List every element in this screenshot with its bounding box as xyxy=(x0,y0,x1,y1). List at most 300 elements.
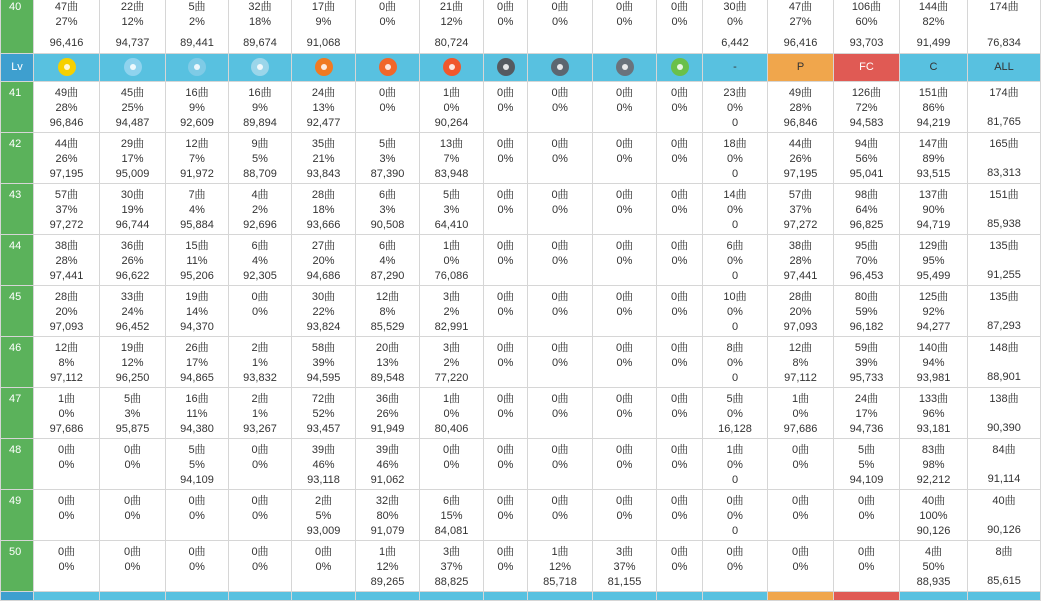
song-count: 0曲 xyxy=(496,546,515,558)
stat-cell xyxy=(703,82,768,133)
percentage: 0% xyxy=(671,459,688,471)
stat-cell xyxy=(100,184,166,235)
song-count: 28曲 xyxy=(788,291,813,303)
table-row xyxy=(1,286,1041,337)
song-count: 0曲 xyxy=(551,342,569,354)
stat-cell xyxy=(657,235,703,286)
average-score: 90,508 xyxy=(370,219,405,231)
stat-cell xyxy=(356,133,420,184)
stat-cell xyxy=(100,337,166,388)
table-row xyxy=(1,490,1041,541)
percentage: 0% xyxy=(671,153,688,165)
triangle-light-blue-icon xyxy=(251,58,269,76)
stat-cell xyxy=(356,337,420,388)
song-count: 0曲 xyxy=(314,546,333,558)
percentage: 0% xyxy=(671,561,688,573)
song-count: 0曲 xyxy=(251,495,269,507)
song-count: 12曲 xyxy=(375,291,400,303)
percentage: 46% xyxy=(312,459,335,471)
song-count: 29曲 xyxy=(120,138,145,150)
average-score: 91,114 xyxy=(987,473,1021,485)
average-score: 81,155 xyxy=(607,576,642,588)
percentage: 22% xyxy=(312,306,335,318)
stat-cell xyxy=(593,82,657,133)
average-score: 97,112 xyxy=(784,372,817,384)
stat-cell xyxy=(593,490,657,541)
percentage: 28% xyxy=(789,255,812,267)
average-score: 96,846 xyxy=(783,117,818,129)
percentage: 0% xyxy=(443,102,460,114)
percentage: 5% xyxy=(858,459,875,471)
average-score: 95,009 xyxy=(115,168,150,180)
percentage: 0% xyxy=(792,561,809,573)
level-label: 50 xyxy=(9,546,22,558)
song-count: 135曲 xyxy=(989,291,1019,303)
average-score: 80,724 xyxy=(434,37,469,49)
percentage: 0% xyxy=(252,561,268,573)
song-count: 0曲 xyxy=(378,1,397,13)
stat-cell xyxy=(703,337,768,388)
header-icon-cell xyxy=(657,54,703,82)
stat-cell xyxy=(356,235,420,286)
header-fc xyxy=(834,54,900,82)
average-score: 94,109 xyxy=(180,474,214,486)
song-count: 0曲 xyxy=(615,87,634,99)
header-icon-cell xyxy=(100,592,166,601)
level-label: 43 xyxy=(9,189,22,201)
song-count: 18曲 xyxy=(723,138,747,150)
stat-cell xyxy=(292,286,356,337)
song-count: 129曲 xyxy=(918,240,949,252)
song-count: 1曲 xyxy=(378,546,397,558)
percentage: 0% xyxy=(315,561,332,573)
song-count: 0曲 xyxy=(857,495,876,507)
stat-cell xyxy=(528,490,593,541)
average-score: 94,865 xyxy=(180,372,214,384)
average-score: 88,709 xyxy=(243,168,277,180)
percentage: 0% xyxy=(671,408,688,420)
percentage: 0% xyxy=(189,510,205,522)
average-score: 91,972 xyxy=(180,168,214,180)
percentage: 0% xyxy=(616,102,633,114)
table-row xyxy=(1,337,1041,388)
song-count: 0曲 xyxy=(551,1,569,13)
average-score: 88,901 xyxy=(987,371,1021,383)
triangle-orange-icon xyxy=(443,58,461,76)
song-count: 137曲 xyxy=(918,189,949,201)
stat-cell xyxy=(834,490,900,541)
percentage: 0% xyxy=(727,408,743,420)
stat-cell xyxy=(166,235,229,286)
average-score: 76,834 xyxy=(987,37,1021,49)
song-count: 0曲 xyxy=(791,546,810,558)
stat-cell xyxy=(768,82,834,133)
stat-cell xyxy=(657,439,703,490)
stat-cell xyxy=(968,133,1041,184)
stat-cell xyxy=(100,286,166,337)
percentage: 20% xyxy=(312,255,335,267)
percentage: 0% xyxy=(497,306,514,318)
percentage: 26% xyxy=(789,153,812,165)
percentage: 0% xyxy=(497,204,514,216)
stat-cell xyxy=(356,541,420,592)
song-count: 0曲 xyxy=(615,1,634,13)
percentage: 3% xyxy=(379,153,396,165)
stat-cell xyxy=(593,541,657,592)
stat-cell xyxy=(229,337,292,388)
percentage: 0% xyxy=(727,102,743,114)
stat-cell xyxy=(657,0,703,54)
average-score: 85,938 xyxy=(987,218,1021,230)
percentage: 50% xyxy=(922,561,945,573)
percentage: 0% xyxy=(124,459,141,471)
header-icon-cell xyxy=(420,54,484,82)
stat-cell xyxy=(593,184,657,235)
percentage: 0% xyxy=(616,459,633,471)
stat-cell xyxy=(968,0,1041,54)
percentage: 70% xyxy=(855,255,878,267)
stat-cell xyxy=(528,337,593,388)
average-score: 91,068 xyxy=(306,37,341,49)
song-count: 6曲 xyxy=(726,240,744,252)
song-count: 5曲 xyxy=(442,189,461,201)
header-fc-label: FC xyxy=(859,61,874,73)
percentage: 8% xyxy=(58,357,75,369)
average-score: 92,477 xyxy=(306,117,341,129)
average-score: 94,109 xyxy=(849,474,884,486)
percentage: 92% xyxy=(922,306,945,318)
percentage: 12% xyxy=(376,561,399,573)
stat-cell xyxy=(900,337,968,388)
song-count: 1曲 xyxy=(726,444,744,456)
song-count: 16曲 xyxy=(248,87,272,99)
stat-cell xyxy=(229,82,292,133)
song-count: 147曲 xyxy=(918,138,949,150)
song-count: 72曲 xyxy=(311,393,336,405)
percentage: 4% xyxy=(252,255,268,267)
average-score: 94,487 xyxy=(115,117,150,129)
song-count: 6曲 xyxy=(378,240,397,252)
level-cell xyxy=(1,490,34,541)
song-count: 49曲 xyxy=(54,87,79,99)
average-score: 97,272 xyxy=(783,219,818,231)
percentage: 17% xyxy=(121,153,144,165)
stat-cell xyxy=(292,337,356,388)
level-label: 44 xyxy=(9,240,22,252)
stat-cell xyxy=(834,388,900,439)
level-cell xyxy=(1,235,34,286)
song-count: 94曲 xyxy=(854,138,879,150)
song-count: 0曲 xyxy=(670,87,689,99)
stat-cell xyxy=(34,388,100,439)
percentage: 0% xyxy=(552,408,568,420)
song-count: 0曲 xyxy=(123,546,142,558)
song-count: 4曲 xyxy=(251,189,269,201)
stat-cell xyxy=(356,388,420,439)
header-dash xyxy=(703,592,768,601)
stat-cell xyxy=(834,337,900,388)
header-icon-cell xyxy=(229,54,292,82)
song-count: 0曲 xyxy=(551,138,569,150)
stat-cell xyxy=(768,439,834,490)
average-score: 92,212 xyxy=(916,474,951,486)
stat-cell xyxy=(703,0,768,54)
song-count: 1曲 xyxy=(442,240,461,252)
stat-cell xyxy=(420,439,484,490)
triangle-gray-icon xyxy=(616,58,634,76)
stat-cell xyxy=(166,286,229,337)
stat-cell xyxy=(834,235,900,286)
percentage: 11% xyxy=(186,255,208,267)
song-count: 1曲 xyxy=(442,393,461,405)
average-score: 96,452 xyxy=(115,321,150,333)
song-count: 0曲 xyxy=(615,444,634,456)
percentage: 9% xyxy=(315,16,332,28)
level-cell xyxy=(1,82,34,133)
song-count: 126曲 xyxy=(851,87,882,99)
song-count: 28曲 xyxy=(311,189,336,201)
percentage: 0% xyxy=(497,102,514,114)
percentage: 0% xyxy=(671,510,688,522)
average-score: 93,981 xyxy=(916,372,951,384)
average-score: 91,079 xyxy=(370,525,405,537)
percentage: 0% xyxy=(552,204,568,216)
percentage: 27% xyxy=(789,16,812,28)
stat-cell xyxy=(900,490,968,541)
song-count: 0曲 xyxy=(615,342,634,354)
table-row xyxy=(1,235,1041,286)
stat-cell xyxy=(900,235,968,286)
song-count: 5曲 xyxy=(188,444,206,456)
sun-yellow-icon xyxy=(58,58,76,76)
average-score: 85,615 xyxy=(987,575,1021,587)
song-count: 47曲 xyxy=(788,1,813,13)
song-count: 98曲 xyxy=(854,189,879,201)
percentage: 7% xyxy=(443,153,460,165)
level-cell xyxy=(1,388,34,439)
percentage: 0% xyxy=(727,459,743,471)
song-count: 1曲 xyxy=(57,393,76,405)
average-score: 0 xyxy=(731,270,739,282)
percentage: 59% xyxy=(855,306,878,318)
percentage: 0% xyxy=(671,102,688,114)
average-score: 0 xyxy=(731,372,739,384)
song-count: 2曲 xyxy=(251,393,269,405)
stat-cell xyxy=(484,541,528,592)
stat-cell xyxy=(968,541,1041,592)
header-icon-cell xyxy=(292,54,356,82)
stat-cell xyxy=(657,541,703,592)
average-score: 97,686 xyxy=(49,423,84,435)
percentage: 0% xyxy=(443,408,460,420)
average-score: 96,182 xyxy=(849,321,884,333)
stat-cell xyxy=(528,286,593,337)
percentage: 0% xyxy=(552,510,568,522)
stat-cell xyxy=(292,133,356,184)
percentage: 95% xyxy=(922,255,945,267)
percentage: 96% xyxy=(922,408,945,420)
average-score: 76,086 xyxy=(434,270,469,282)
percentage: 0% xyxy=(727,255,743,267)
header-icon-cell xyxy=(34,592,100,601)
stat-cell xyxy=(100,388,166,439)
song-count: 174曲 xyxy=(989,87,1019,99)
table-row xyxy=(1,133,1041,184)
song-count: 36曲 xyxy=(375,393,400,405)
song-count: 0曲 xyxy=(378,87,397,99)
percentage: 52% xyxy=(312,408,335,420)
song-count: 5曲 xyxy=(726,393,744,405)
song-count: 0曲 xyxy=(670,291,689,303)
average-score: 93,515 xyxy=(916,168,951,180)
table-row xyxy=(1,184,1041,235)
percentage: 0% xyxy=(552,459,568,471)
percentage: 0% xyxy=(379,16,396,28)
song-count: 8曲 xyxy=(995,546,1013,558)
average-score: 92,305 xyxy=(243,270,277,282)
percentage: 0% xyxy=(497,408,514,420)
song-count: 0曲 xyxy=(670,1,689,13)
percentage: 28% xyxy=(789,102,812,114)
average-score: 92,696 xyxy=(243,219,277,231)
average-score: 87,290 xyxy=(370,270,405,282)
stat-cell xyxy=(166,439,229,490)
stat-cell xyxy=(657,286,703,337)
stat-cell xyxy=(166,133,229,184)
stat-cell xyxy=(834,82,900,133)
stat-cell xyxy=(34,337,100,388)
average-score: 90,390 xyxy=(987,422,1021,434)
stat-cell xyxy=(528,184,593,235)
header-icon-cell xyxy=(166,592,229,601)
percentage: 2% xyxy=(252,204,268,216)
song-count: 144曲 xyxy=(918,1,949,13)
header-p xyxy=(768,54,834,82)
average-score: 0 xyxy=(731,474,739,486)
average-score: 93,824 xyxy=(306,321,341,333)
stat-cell xyxy=(834,133,900,184)
percentage: 4% xyxy=(189,204,205,216)
average-score: 97,441 xyxy=(49,270,84,282)
average-score: 94,219 xyxy=(916,117,951,129)
table-row xyxy=(1,439,1041,490)
average-score: 97,112 xyxy=(50,372,83,384)
average-score: 64,410 xyxy=(434,219,469,231)
stat-cell xyxy=(528,388,593,439)
song-count: 84曲 xyxy=(992,444,1016,456)
stat-cell xyxy=(100,0,166,54)
average-score: 89,265 xyxy=(370,576,405,588)
percentage: 26% xyxy=(121,255,144,267)
header-p-label: P xyxy=(796,61,805,73)
average-score: 77,220 xyxy=(434,372,469,384)
percentage: 5% xyxy=(315,510,332,522)
stat-cell xyxy=(420,184,484,235)
stat-cell xyxy=(100,490,166,541)
stat-cell xyxy=(100,82,166,133)
percentage: 27% xyxy=(55,16,78,28)
level-label: 41 xyxy=(9,87,22,99)
song-count: 28曲 xyxy=(54,291,79,303)
level-cell xyxy=(1,337,34,388)
song-count: 40曲 xyxy=(992,495,1016,507)
song-count: 0曲 xyxy=(615,291,634,303)
song-count: 83曲 xyxy=(921,444,946,456)
song-count: 19曲 xyxy=(120,342,145,354)
average-score: 95,499 xyxy=(916,270,951,282)
song-count: 12曲 xyxy=(185,138,209,150)
header-row xyxy=(1,54,1041,82)
song-count: 39曲 xyxy=(311,444,336,456)
stat-cell xyxy=(900,388,968,439)
header-c xyxy=(900,592,968,601)
average-score: 96,250 xyxy=(115,372,150,384)
song-count: 0曲 xyxy=(670,240,689,252)
song-count: 5曲 xyxy=(188,1,206,13)
percentage: 94% xyxy=(922,357,945,369)
percentage: 0% xyxy=(497,16,514,28)
percentage: 0% xyxy=(792,459,809,471)
average-score: 84,081 xyxy=(434,525,469,537)
stat-cell xyxy=(768,490,834,541)
stat-cell xyxy=(420,82,484,133)
stat-cell xyxy=(593,235,657,286)
stat-cell xyxy=(356,82,420,133)
stat-cell xyxy=(593,337,657,388)
percentage: 25% xyxy=(121,102,144,114)
level-cell xyxy=(1,184,34,235)
song-count: 140曲 xyxy=(918,342,949,354)
song-count: 0曲 xyxy=(615,393,634,405)
song-count: 0曲 xyxy=(670,495,689,507)
stat-cell xyxy=(34,82,100,133)
percentage: 0% xyxy=(727,510,743,522)
stat-cell xyxy=(34,235,100,286)
header-lv-label: Lv xyxy=(11,61,23,73)
percentage: 0% xyxy=(671,255,688,267)
song-count: 0曲 xyxy=(551,87,569,99)
average-score: 0 xyxy=(731,525,739,537)
song-count: 19曲 xyxy=(185,291,209,303)
song-count: 0曲 xyxy=(857,546,876,558)
song-count: 2曲 xyxy=(251,342,269,354)
song-count: 0曲 xyxy=(123,444,142,456)
percentage: 100% xyxy=(919,510,948,522)
header-dash-label: - xyxy=(733,61,737,73)
stat-cell xyxy=(657,133,703,184)
level-cell xyxy=(1,286,34,337)
song-count: 32曲 xyxy=(248,1,272,13)
stat-cell xyxy=(968,439,1041,490)
stat-cell xyxy=(292,184,356,235)
percentage: 14% xyxy=(185,306,209,318)
percentage: 0% xyxy=(58,459,75,471)
stat-cell xyxy=(834,439,900,490)
percentage: 26% xyxy=(55,153,78,165)
stat-cell xyxy=(703,541,768,592)
percentage: 0% xyxy=(858,561,875,573)
header-icon-cell xyxy=(356,592,420,601)
average-score: 95,041 xyxy=(849,168,884,180)
flower-orange-icon xyxy=(379,58,397,76)
stat-cell xyxy=(484,184,528,235)
stat-cell xyxy=(528,439,593,490)
percentage: 20% xyxy=(55,306,78,318)
percentage: 0% xyxy=(252,459,268,471)
percentage: 0% xyxy=(497,561,514,573)
stat-cell xyxy=(34,184,100,235)
song-count: 1曲 xyxy=(791,393,810,405)
